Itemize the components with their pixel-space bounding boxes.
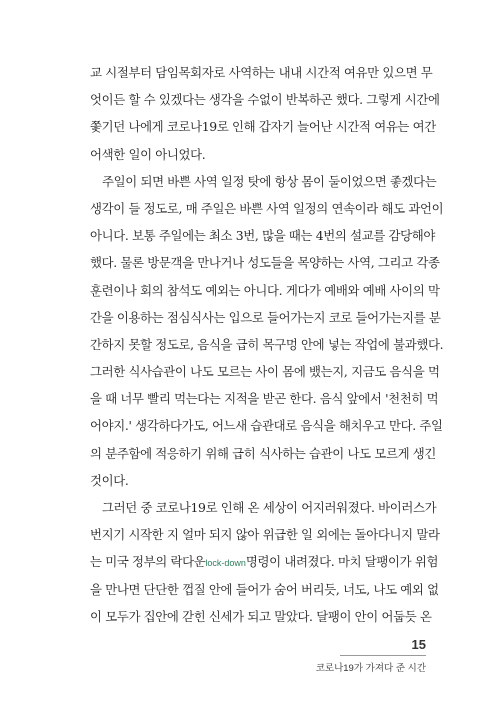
text-line: 아니다. 보통 주일에는 최소 3번, 많을 때는 4번의 설교를 감당해야 xyxy=(90,228,436,244)
text-line-with-english xyxy=(90,548,439,575)
text-line: 그러한 식사습관이 나도 모르는 사이 몸에 뱄는지, 지금도 음식을 먹 xyxy=(90,364,440,380)
english-annotation: lock-down xyxy=(205,558,246,569)
running-title: 코로나19가 가져다 준 시간 xyxy=(315,663,426,674)
text-line: 그러던 중 코로나19로 인해 온 세상이 어지러워졌다. 바이러스가 xyxy=(102,500,437,515)
text-line: 주일이 되면 바쁜 사역 일정 탓에 항상 몸이 둘이었으면 좋겠다는 xyxy=(102,173,437,189)
text-segment: 명령이 내려졌다. 마치 달팽이가 위험 xyxy=(245,554,439,570)
text-line: 생각이 들 정도로, 매 주일은 바쁜 사역 일정의 연속이라 해도 과언이 xyxy=(90,200,444,216)
text-line: 것이다. xyxy=(90,472,129,488)
body-text xyxy=(90,59,444,630)
text-line: 했다. 물론 방문객을 만나거나 성도들을 목양하는 사역, 그리고 각종 xyxy=(90,255,440,271)
text-line: 엇이든 할 수 있겠다는 생각을 수없이 반복하곤 했다. 그렇게 시간에 xyxy=(90,92,440,108)
text-line: 훈련이나 회의 참석도 예외는 아니다. 게다가 예배와 예배 사이의 막 xyxy=(90,282,440,298)
text-line: 교 시절부터 담임목회자로 사역하는 내내 시간적 여유만 있으면 무 xyxy=(90,65,433,80)
text-line: 을 만나면 단단한 껍질 안에 들어가 숨어 버리듯, 너도, 나도 예외 없 xyxy=(90,581,439,597)
text-line: 번지기 시작한 지 얼마 되지 않아 위급한 일 외에는 돌아다니지 말라 xyxy=(90,527,440,543)
text-segment: 는 미국 정부의 락다운 xyxy=(90,554,206,570)
text-line: 의 분주함에 적응하기 위해 급히 식사하는 습관이 나도 모르게 생긴 xyxy=(90,445,437,461)
text-line: 쫓기던 나에게 코로나19로 인해 갑자기 늘어난 시간적 여유는 여간 xyxy=(90,119,436,135)
text-line: 어야지.' 생각하다가도, 어느새 습관대로 음식을 해치우고 만다. 주일 xyxy=(90,418,443,434)
text-line: 간하지 못할 정도로, 음식을 급히 목구멍 안에 넣는 작업에 불과했다. xyxy=(90,336,444,352)
text-line: 간을 이용하는 점심식사는 입으로 들어가는지 코로 들어가는지를 분 xyxy=(90,309,441,325)
text-line: 어색한 일이 아니었다. xyxy=(90,146,206,162)
footer-rule xyxy=(340,655,426,656)
text-line: 을 때 너무 빨리 먹는다는 지적을 받곤 한다. 음식 앞에서 '천천히 먹 xyxy=(90,391,439,407)
text-line: 이 모두가 집안에 갇힌 신세가 되고 말았다. 달팽이 안이 어둡듯 온 xyxy=(90,608,432,624)
page-number: 15 xyxy=(411,637,426,652)
